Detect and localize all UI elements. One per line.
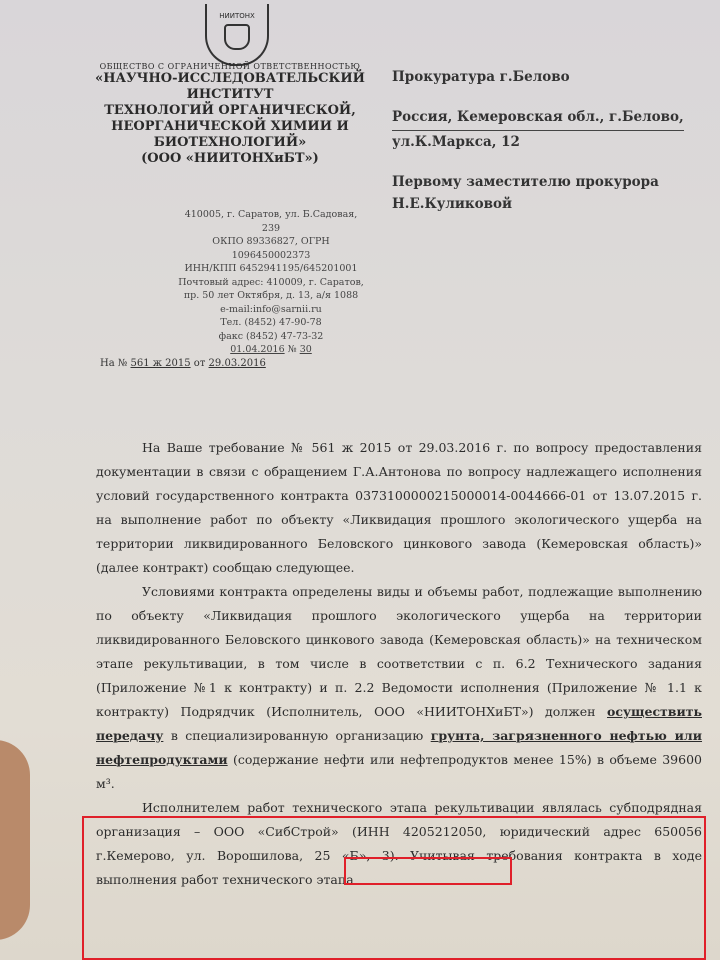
finger-edge bbox=[0, 740, 30, 940]
org-type: ОБЩЕСТВО С ОГРАНИЧЕННОЙ ОТВЕТСТВЕННОСТЬЮ bbox=[99, 62, 361, 71]
email: e-mail:info@sarnii.ru bbox=[220, 303, 322, 315]
org-line: «НАУЧНО-ИССЛЕДОВАТЕЛЬСКИЙ bbox=[95, 71, 365, 86]
address-line: ИНН/КПП 6452941195/645201001 bbox=[184, 263, 358, 274]
org-line: ТЕХНОЛОГИЙ ОРГАНИЧЕСКОЙ, bbox=[104, 103, 356, 118]
ref-label: На № bbox=[100, 358, 128, 369]
paragraph-2-text: Условиями контракта определены виды и объемы работ, подлежащие выполнению по объекту «Ликвидация прошлого экологического ущерба на территории ликвидированного Беловского цинкового завода (Кемеровская область)» на техническом этапе рекультивации, в том числе в соответствии с п. 6.2 Технического задания (Приложение №1 к контракту) и п. 2.2 Ведомости исполнения (Приложение № 1.1 к контракту) Подрядчик (Исполнитель, ООО «НИИТОНХиБТ») должен bbox=[96, 584, 702, 719]
address-line: ОКПО 89336827, ОГРН 1096450002373 bbox=[212, 236, 330, 261]
ref-number: 561 ж 2015 bbox=[130, 358, 191, 369]
org-line: ИНСТИТУТ bbox=[186, 87, 274, 102]
address-line: пр. 50 лет Октября, д. 13, а/я 1088 bbox=[183, 290, 359, 301]
ref-date: 29.03.2016 bbox=[208, 358, 266, 369]
address-line: 410005, г. Саратов, ул. Б.Садовая, 239 bbox=[184, 209, 358, 234]
paragraph-2-text: (содержание нефти или нефтепродуктов менее 15%) в объеме 39600 м³. bbox=[96, 752, 702, 791]
logo-shape bbox=[224, 24, 250, 50]
ref-from: от bbox=[193, 358, 206, 369]
logo-icon bbox=[205, 4, 269, 66]
reference-line bbox=[100, 358, 266, 369]
recipient-position: Первому заместителю прокурора bbox=[392, 174, 659, 190]
fax: факс (8452) 47-73-32 bbox=[218, 330, 324, 342]
outgoing-number bbox=[176, 343, 366, 357]
org-short: (ООО «НИИТОНХиБТ») bbox=[141, 151, 319, 166]
phone: Тел. (8452) 47-90-78 bbox=[220, 317, 322, 328]
paragraph-3-text: Исполнителем работ технического этапа рекультивации являлась субподрядная организация – bbox=[96, 800, 702, 839]
org-address-block bbox=[176, 208, 366, 357]
paragraph-2-text: в специализированную организацию bbox=[170, 728, 424, 743]
org-header bbox=[90, 62, 370, 167]
outgoing-no: 30 bbox=[299, 344, 312, 355]
recipient-address: Россия, Кемеровская обл., г.Белово, bbox=[392, 106, 684, 131]
recipient-block bbox=[392, 66, 692, 215]
paragraph-1: На Ваше требование № 561 ж 2015 от 29.03.2016 г. по вопросу предоставления документации в связи с обращением Г.А.Антонова по вопросу надлежащего исполнения условий государственного контракта 0373100000215000014-0044666-01 от 13.07.2015 г. на выполнение работ по объекту «Ликвидация прошлого экологического ущерба на территории ликвидированного Беловского цинкового завода (Кемеровская область)» (далее контракт) сообщаю следующее. bbox=[96, 440, 702, 575]
paragraph-3-text: (ИНН 4205212050, юридический адрес 650056 г.Кемерово, ул. Ворошилова, 25 «Б», 3). Учитывая требования контракта в ходе выполнения работ технического этапа bbox=[96, 824, 702, 887]
recipient-name: Н.Е.Куликовой bbox=[392, 196, 513, 212]
org-line: НЕОРГАНИЧЕСКОЙ ХИМИИ И bbox=[111, 119, 349, 134]
company-name: ООО «СибСтрой» bbox=[213, 824, 339, 839]
recipient-street: ул.К.Маркса, 12 bbox=[392, 134, 520, 150]
recipient-org: Прокуратура г.Белово bbox=[392, 69, 570, 85]
logo-text: НИИТОНХ bbox=[219, 12, 255, 20]
address-line: Почтовый адрес: 410009, г. Саратов, bbox=[178, 276, 364, 288]
outgoing-no-label: № bbox=[287, 344, 297, 355]
emphasis-transfer: осуществить передачу bbox=[96, 704, 702, 743]
highlight-box bbox=[82, 816, 706, 960]
org-line: БИОТЕХНОЛОГИЙ» bbox=[153, 135, 307, 150]
outgoing-date: 01.04.2016 bbox=[230, 344, 285, 355]
paragraph-2 bbox=[96, 580, 702, 796]
emphasis-soil: грунта, загрязненного нефтью или нефтепродуктами bbox=[96, 728, 703, 767]
company-highlight-box bbox=[344, 857, 512, 885]
